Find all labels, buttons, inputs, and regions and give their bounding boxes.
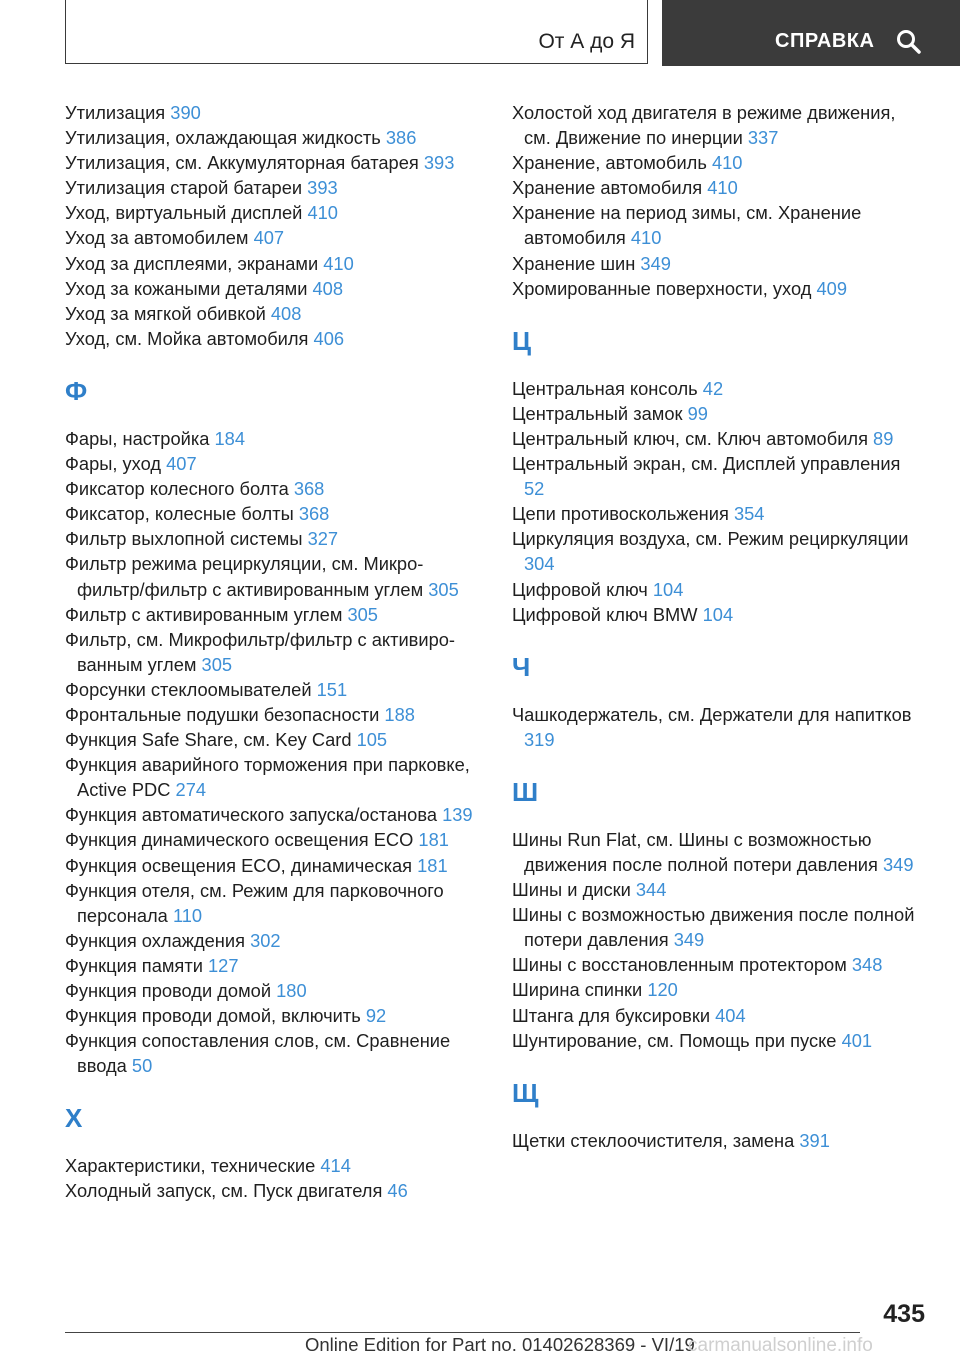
index-entry-text: Фильтр, см. Микрофильтр/фильтр с активированным углем: [65, 628, 456, 675]
section-letter: Ш: [512, 776, 539, 807]
index-entry-text: Хранение на период зимы, см. Хранение автомобиля: [512, 202, 862, 249]
index-entry: [65, 702, 475, 727]
page-link[interactable]: 52: [524, 478, 545, 500]
index-entry-text: Шунтирование, см. Помощь при пуске: [512, 1029, 842, 1051]
index-entry-text: Штанга для буксировки: [512, 1004, 716, 1026]
page-link[interactable]: 409: [816, 277, 847, 299]
magnifier-icon[interactable]: [895, 28, 923, 56]
page-link[interactable]: 410: [630, 227, 662, 249]
index-entry: [65, 200, 475, 225]
index-entry-text: Хромированные поверхности, уход: [512, 277, 817, 299]
index-entry: [512, 451, 922, 501]
page-link[interactable]: 92: [365, 1005, 387, 1027]
index-entry: [65, 978, 475, 1003]
index-entry-text: Фильтр режима рециркуляции, см. Микрофильтр/фильтр с активированным углем: [65, 553, 429, 600]
page-link[interactable]: 89: [873, 427, 894, 449]
index-entry-text: Фильтр выхлопной системы: [65, 528, 308, 550]
index-entry-text: Фильтр с активированным углем: [65, 603, 348, 625]
index-entry: [512, 376, 922, 401]
page-link[interactable]: 410: [307, 202, 338, 224]
index-entry-text: Цифровой ключ BMW: [512, 603, 703, 625]
index-entry: [65, 125, 475, 150]
page-link[interactable]: 327: [307, 528, 339, 550]
page-link[interactable]: 408: [312, 277, 344, 299]
index-entry-text: Функция проводи домой, включить: [65, 1005, 366, 1027]
index-entry: [65, 677, 475, 702]
index-entry: [65, 827, 475, 852]
index-entry-text: Функция аварийного торможения при парковке, Active PDC: [65, 754, 470, 801]
index-entry: [65, 501, 475, 526]
index-entry: [65, 326, 475, 351]
index-entry-text: Утилизация: [65, 102, 171, 123]
page-link[interactable]: 408: [270, 302, 302, 324]
page-link[interactable]: 349: [640, 252, 671, 274]
index-entry: [512, 501, 922, 526]
page-link[interactable]: 410: [707, 177, 738, 199]
index-entry-text: Уход за автомобилем: [65, 227, 254, 249]
index-entry: [65, 1028, 475, 1078]
page-link[interactable]: 354: [733, 503, 765, 525]
index-entry-text: Центральный экран, см. Дисплей управления: [512, 453, 901, 475]
index-entry: [65, 175, 475, 200]
page-link[interactable]: 349: [882, 853, 914, 875]
index-entry: [65, 953, 475, 978]
page-link[interactable]: 368: [298, 503, 330, 525]
page-link[interactable]: 406: [313, 327, 345, 349]
index-entry-text: Хранение автомобиля: [512, 177, 708, 199]
page-link[interactable]: 151: [316, 678, 348, 700]
edition-note: Online Edition for Part no. 01402628369 - VI/19: [305, 1334, 695, 1355]
page-link[interactable]: 120: [647, 979, 678, 1001]
page-link[interactable]: 42: [702, 377, 724, 399]
page-link[interactable]: 46: [387, 1180, 408, 1202]
index-entry-text: Уход за кожаными деталями: [65, 277, 313, 299]
index-entry: [512, 276, 922, 301]
page-link[interactable]: 184: [214, 427, 246, 449]
index-entry: [65, 928, 475, 953]
page-link[interactable]: 393: [423, 152, 455, 174]
index-column-left: [65, 100, 475, 1204]
index-entry: [512, 877, 922, 902]
index-entry: [512, 526, 922, 576]
index-entry-text: Холодный запуск, см. Пуск двигателя: [65, 1180, 388, 1202]
page-link[interactable]: 188: [384, 703, 415, 725]
index-entry-text: Уход, виртуальный дисплей: [65, 202, 308, 224]
index-entry-text: Функция автоматического запуска/останова: [65, 804, 443, 826]
page-link[interactable]: 181: [418, 829, 449, 851]
index-entry: [65, 551, 475, 601]
index-entry: [65, 100, 475, 125]
index-entry-text: Шины с восстановленным протектором: [512, 954, 852, 976]
index-entry-text: Характеристики, технические: [65, 1155, 321, 1177]
page-link[interactable]: 386: [385, 127, 417, 149]
index-entry-text: Функция проводи домой: [65, 980, 277, 1001]
help-label: СПРАВКА: [775, 30, 875, 52]
index-entry-text: Фары, уход: [65, 453, 167, 475]
index-entry: [512, 150, 922, 175]
section-letter: Ч: [512, 651, 531, 682]
section-letter: Ц: [512, 325, 531, 356]
index-entry-text: Фиксатор колесного болта: [65, 478, 294, 500]
page-link[interactable]: 180: [276, 980, 307, 1001]
index-entry-text: Фронтальные подушки безопасности: [65, 703, 385, 725]
index-entry-text: Функция динамического освещения ECO: [65, 829, 419, 851]
index-entry-text: Цифровой ключ: [512, 578, 653, 600]
index-entry-text: Хранение, автомобиль: [512, 152, 712, 174]
index-entry: [512, 902, 922, 952]
index-entry-text: Утилизация старой батареи: [65, 177, 308, 199]
page-link[interactable]: 414: [320, 1155, 351, 1177]
index-entry: [65, 727, 475, 752]
page-link[interactable]: 393: [307, 177, 338, 199]
footer-divider: [65, 1332, 860, 1333]
index-entry: [512, 1128, 922, 1153]
index-entry-text: Функция освещения ECO, динамическая: [65, 854, 418, 876]
index-entry-text: Шины с возможностью движения после полной потери давления: [512, 904, 915, 951]
page-link[interactable]: 50: [131, 1055, 153, 1077]
index-entry: [65, 276, 475, 301]
page-link[interactable]: 344: [635, 879, 667, 901]
index-entry-text: Холостой ход двигателя в режиме движения, см. Движение по инерции: [512, 102, 896, 149]
index-entry: [512, 1003, 922, 1028]
page-link[interactable]: 99: [687, 402, 708, 424]
index-entry-text: Утилизация, охлаждающая жидкость: [65, 127, 386, 149]
section-letter: Х: [65, 1103, 83, 1134]
page-link[interactable]: 348: [851, 954, 883, 976]
index-entry: [65, 1003, 475, 1028]
index-entry-text: Форсунки стеклоомывателей: [65, 678, 317, 700]
index-entry: [512, 175, 922, 200]
index-entry-text: Центральная консоль: [512, 377, 703, 399]
index-entry: [512, 977, 922, 1002]
index-entry-text: Цепи противоскольжения: [512, 503, 734, 525]
index-entry: [65, 451, 475, 476]
index-entry: [65, 426, 475, 451]
index-entry-text: Шины и диски: [512, 879, 636, 901]
index-entry: [65, 150, 475, 175]
section-tab[interactable]: [65, 0, 648, 64]
index-entry-text: Центральный замок: [512, 402, 688, 424]
index-entry: [65, 878, 475, 928]
index-entry: [512, 702, 922, 752]
page-link[interactable]: 304: [524, 553, 555, 575]
page-link[interactable]: 410: [323, 252, 354, 274]
watermark: carmanualsonline.info: [688, 1335, 873, 1356]
index-entry: [512, 827, 922, 877]
index-entry: [65, 225, 475, 250]
help-header-button[interactable]: [662, 0, 960, 66]
page-link[interactable]: 337: [747, 127, 779, 149]
index-entry: [512, 952, 922, 977]
index-entry: [512, 401, 922, 426]
index-entry-text: Хранение шин: [512, 252, 641, 274]
index-entry-text: Уход за дисплеями, экранами: [65, 252, 324, 274]
section-letter: Щ: [512, 1077, 539, 1108]
index-entry-text: Циркуляция воздуха, см. Режим рециркуляции: [512, 528, 909, 550]
index-entry: [65, 752, 475, 802]
page-link[interactable]: 319: [524, 728, 555, 750]
index-entry-text: Шины Run Flat, см. Шины с возможностью движения после полной потери давления: [512, 828, 883, 875]
page-link[interactable]: 368: [293, 478, 325, 500]
page-link[interactable]: 390: [170, 102, 201, 123]
page-link[interactable]: 410: [711, 152, 743, 174]
index-entry-text: Ширина спинки: [512, 979, 648, 1001]
index-entry: [512, 100, 922, 150]
section-letter: Ф: [65, 375, 88, 406]
index-entry: [65, 602, 475, 627]
index-entry: [512, 602, 922, 627]
index-entry: [65, 301, 475, 326]
index-entry: [65, 802, 475, 827]
page-link[interactable]: 305: [347, 603, 378, 625]
index-entry-text: Функция охлаждения: [65, 929, 251, 951]
page-link[interactable]: 404: [715, 1004, 746, 1026]
index-entry-text: Уход за мягкой обивкой: [65, 302, 271, 324]
page-link[interactable]: 181: [417, 854, 448, 876]
index-entry-text: Утилизация, см. Аккумуляторная батарея: [65, 152, 424, 174]
page-link[interactable]: 104: [652, 578, 684, 600]
index-entry-text: Чашкодержатель, см. Держатели для напитков: [512, 703, 912, 725]
page-link[interactable]: 401: [841, 1029, 873, 1051]
index-entry: [65, 1178, 475, 1203]
index-entry-text: Функция отеля, см. Режим для парковочного персонала: [65, 879, 444, 926]
page-link[interactable]: 110: [172, 904, 203, 926]
index-entry: [512, 1028, 922, 1053]
page-link[interactable]: 407: [166, 453, 197, 475]
index-entry: [512, 251, 922, 276]
index-entry: [65, 251, 475, 276]
index-entry: [65, 476, 475, 501]
page-link[interactable]: 391: [799, 1129, 830, 1151]
index-entry: [65, 526, 475, 551]
page-link[interactable]: 104: [702, 603, 734, 625]
index-entry-text: Функция памяти: [65, 954, 208, 976]
index-entry: [65, 627, 475, 677]
page-link[interactable]: 407: [253, 227, 285, 249]
index-entry-text: Фиксатор, колесные болты: [65, 503, 299, 525]
index-entry: [65, 853, 475, 878]
page-link[interactable]: 127: [208, 954, 239, 976]
index-entry: [512, 577, 922, 602]
page-link[interactable]: 349: [673, 929, 705, 951]
index-entry: [65, 1153, 475, 1178]
section-tab-label: От А до Я: [538, 30, 635, 53]
index-entry-text: Щетки стеклоочистителя, замена: [512, 1129, 800, 1151]
index-entry-text: Уход, см. Мойка автомобиля: [65, 327, 314, 349]
index-entry-text: Центральный ключ, см. Ключ автомобиля: [512, 427, 874, 449]
index-entry-text: Функция Safe Share, см. Key Card: [65, 729, 357, 751]
index-entry: [512, 200, 922, 250]
page-link[interactable]: 105: [356, 729, 388, 751]
index-entry-text: Функция сопоставления слов, см. Сравнение ввода: [65, 1030, 451, 1077]
page-number: 435: [883, 1300, 925, 1328]
index-column-right: [512, 100, 922, 1153]
page-link[interactable]: 305: [428, 578, 459, 600]
page-link[interactable]: 302: [250, 929, 281, 951]
index-entry-text: Фары, настройка: [65, 427, 215, 449]
index-entry: [512, 426, 922, 451]
page-link[interactable]: 139: [442, 804, 473, 826]
page-link[interactable]: 305: [201, 653, 233, 675]
page-link[interactable]: 274: [175, 779, 207, 801]
